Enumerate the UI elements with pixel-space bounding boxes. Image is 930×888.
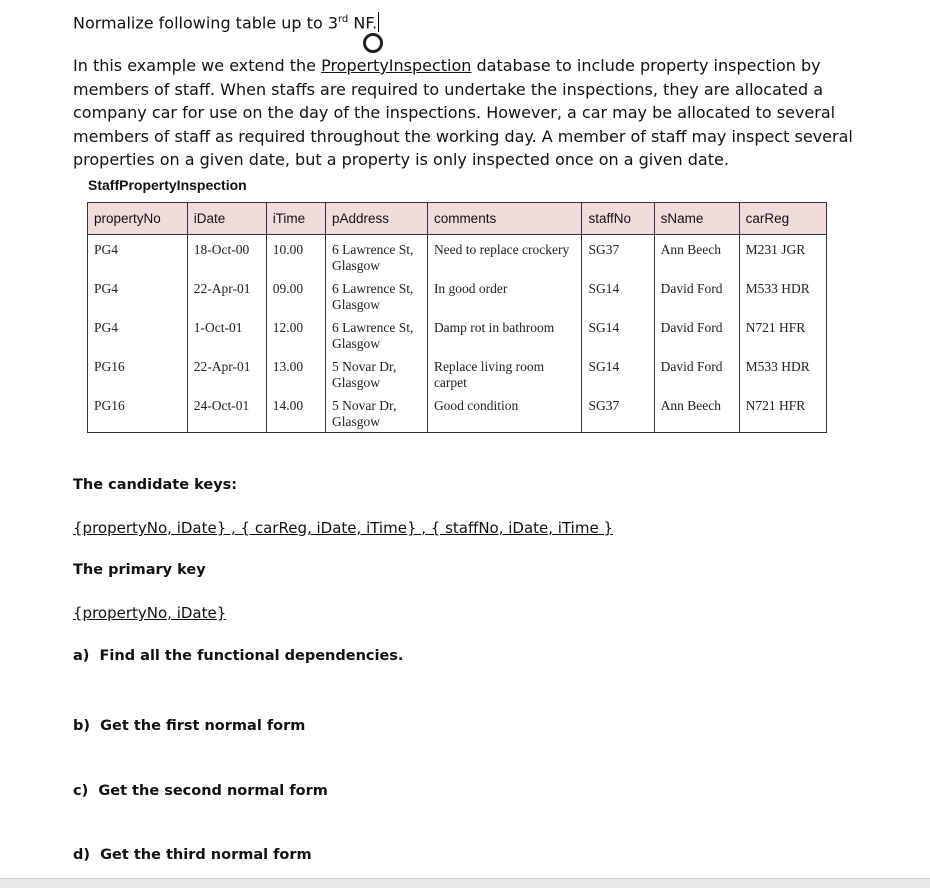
table-cell: 5 Novar Dr, Glasgow: [326, 391, 428, 433]
table-cell: 24-Oct-01: [187, 391, 266, 433]
title-text: Normalize following table up to 3: [73, 13, 338, 33]
question-text: Get the first normal form: [100, 718, 306, 734]
question-label: d): [73, 847, 91, 863]
table-cell: PG4: [88, 274, 188, 313]
table-cell: Replace living room carpet: [427, 352, 582, 391]
table-cell: PG4: [88, 235, 188, 275]
document-title[interactable]: [73, 8, 853, 35]
table-cell: 6 Lawrence St, Glasgow: [326, 313, 428, 352]
table-cell: 5 Novar Dr, Glasgow: [326, 352, 428, 391]
table-cell: N721 HFR: [739, 313, 826, 352]
table-cell: 6 Lawrence St, Glasgow: [326, 274, 428, 313]
table-cell: David Ford: [654, 274, 739, 313]
table-cell: 10.00: [266, 235, 325, 275]
question-a: [73, 648, 403, 664]
table-cell: David Ford: [654, 313, 739, 352]
table-cell: PG16: [88, 391, 188, 433]
question-text: Find all the functional dependencies.: [99, 648, 404, 664]
text-cursor: [378, 12, 379, 32]
table-cell: PG4: [88, 313, 188, 352]
column-header: sName: [654, 203, 739, 235]
table-cell: Good condition: [427, 391, 582, 433]
column-header: staffNo: [582, 203, 654, 235]
title-tail: NF.: [348, 13, 378, 33]
table-cell: N721 HFR: [739, 391, 826, 433]
table-cell: 12.00: [266, 313, 325, 352]
question-text: Get the second normal form: [98, 783, 328, 799]
table-cell: Ann Beech: [654, 391, 739, 433]
intro-post: database to include property inspection by members of staff. When staffs are required to undertake the inspections, they are allocated a company car for use on the day of the inspections. However, a car may be allocated to several members of staff as required throughout the working day. A member of staff may inspect several properties on a given date, but a property is only inspected once on a given date.: [73, 56, 853, 169]
busy-cursor-icon: [363, 33, 383, 53]
column-header: propertyNo: [88, 203, 188, 235]
question-label: c): [73, 783, 89, 799]
primary-key-text: {propertyNo, iDate}: [73, 604, 227, 622]
table-cell: Need to replace crockery: [427, 235, 582, 275]
table-row: [88, 235, 827, 275]
table-row: [88, 352, 827, 391]
table-cell: M231 JGR: [739, 235, 826, 275]
table-cell: SG14: [582, 352, 654, 391]
column-header: carReg: [739, 203, 826, 235]
table-row: [88, 313, 827, 352]
table-cell: 1-Oct-01: [187, 313, 266, 352]
intro-paragraph[interactable]: [73, 54, 853, 172]
column-header: comments: [427, 203, 582, 235]
column-header: pAddress: [326, 203, 428, 235]
column-header: iDate: [187, 203, 266, 235]
table-cell: PG16: [88, 352, 188, 391]
table-cell: David Ford: [654, 352, 739, 391]
table-cell: 22-Apr-01: [187, 274, 266, 313]
column-header: iTime: [266, 203, 325, 235]
table-cell: Damp rot in bathroom: [427, 313, 582, 352]
table-cell: 09.00: [266, 274, 325, 313]
primary-key-heading: The primary key: [73, 562, 206, 578]
question-label: a): [73, 648, 90, 664]
question-d: [73, 847, 312, 863]
table-row: [88, 274, 827, 313]
table-row: [88, 391, 827, 433]
intro-db-name: PropertyInspection: [321, 56, 472, 75]
title-superscript: rd: [338, 14, 349, 25]
table-cell: 6 Lawrence St, Glasgow: [326, 235, 428, 275]
table-cell: M533 HDR: [739, 274, 826, 313]
question-b: [73, 718, 305, 734]
table-cell: SG37: [582, 235, 654, 275]
table-cell: M533 HDR: [739, 352, 826, 391]
question-c: [73, 783, 328, 799]
table-cell: SG14: [582, 313, 654, 352]
table-cell: 22-Apr-01: [187, 352, 266, 391]
question-text: Get the third normal form: [100, 847, 312, 863]
table-cell: In good order: [427, 274, 582, 313]
staff-property-inspection-table: [87, 202, 827, 433]
question-label: b): [73, 718, 91, 734]
table-cell: Ann Beech: [654, 235, 739, 275]
candidate-keys-heading: The candidate keys:: [73, 477, 238, 493]
candidate-keys-text: {propertyNo, iDate} , { carReg, iDate, iTime} , { staffNo, iDate, iTime }: [73, 519, 613, 537]
table-cell: SG37: [582, 391, 654, 433]
table-cell: 13.00: [266, 352, 325, 391]
intro-pre: In this example we extend the: [73, 56, 322, 75]
table-cell: 18-Oct-00: [187, 235, 266, 275]
table-name: StaffPropertyInspection: [88, 177, 247, 193]
table-cell: 14.00: [266, 391, 325, 433]
table-cell: SG14: [582, 274, 654, 313]
